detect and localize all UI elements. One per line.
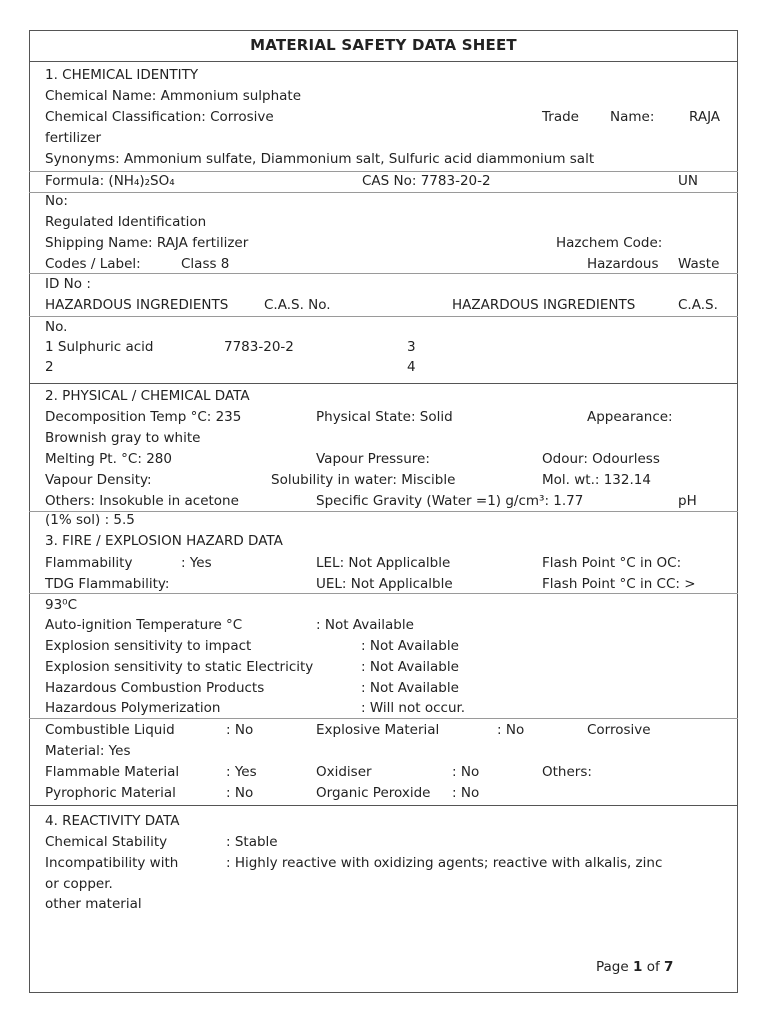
vapour-pressure: Vapour Pressure: [316,451,430,467]
waste-label: Waste [678,256,720,272]
hazardous-label: Hazardous [587,256,659,272]
chemical-stability: Chemical Stability [45,834,168,850]
flammable-material: Flammable Material [45,764,180,780]
hazardous-combustion: Hazardous Combustion Products [45,680,265,696]
appearance-label: Appearance: [587,409,673,425]
molecular-weight: Mol. wt.: 132.14 [542,472,651,488]
flammable-material-value: : Yes [226,764,257,780]
page-total: 7 [664,959,674,975]
explosion-impact: Explosion sensitivity to impact [45,638,252,654]
ingredient-4: 4 [407,359,416,375]
flammability: Flammability [45,555,133,571]
incompatibility-value-cont: or copper. [45,876,113,892]
flash-point-cc-value: 93⁰C [45,597,78,613]
ph-label: pH [678,493,697,509]
cas-no-header: C.A.S. No. [264,297,331,313]
vapour-density: Vapour Density: [45,472,152,488]
ingredient-3: 3 [407,339,416,355]
row-divider [29,511,738,512]
decomposition-temp: Decomposition Temp °C: 235 [45,409,242,425]
trade-name-value: RAJA [689,109,721,125]
un-label: UN [678,173,698,189]
auto-ignition-value: : Not Available [316,617,414,633]
oxidiser-value: : No [452,764,480,780]
section2-heading: 2. PHYSICAL / CHEMICAL DATA [45,388,250,404]
chemical-classification: Chemical Classification: Corrosive [45,109,274,125]
row-divider [29,718,738,719]
section1-heading: 1. CHEMICAL IDENTITY [45,67,199,83]
incompatibility-value: : Highly reactive with oxidizing agents; reactive with alkalis, zinc [226,855,663,871]
tdg-flammability: TDG Flammability: [45,576,170,592]
section-divider [29,383,738,384]
section3-heading: 3. FIRE / EXPLOSION HAZARD DATA [45,533,283,549]
of-word: of [646,959,660,975]
chemical-stability-value: : Stable [226,834,278,850]
explosive-material: Explosive Material [316,722,440,738]
uel: UEL: Not Applicalble [316,576,453,592]
specific-gravity: Specific Gravity (Water =1) g/cm³: 1.77 [316,493,584,509]
explosion-impact-value: : Not Available [361,638,459,654]
explosive-material-value: : No [497,722,525,738]
class-value: Class 8 [181,256,230,272]
pyrophoric-material: Pyrophoric Material [45,785,176,801]
auto-ignition: Auto-ignition Temperature °C [45,617,243,633]
section4-heading: 4. REACTIVITY DATA [45,813,180,829]
ingredient-1: 1 Sulphuric acid [45,339,154,355]
cas-number: CAS No: 7783-20-2 [362,173,491,189]
row-divider [29,316,738,317]
explosion-static: Explosion sensitivity to static Electricity [45,659,314,675]
corrosive-label: Corrosive [587,722,651,738]
ingredient-1-cas: 7783-20-2 [224,339,294,355]
page-number: 1 [632,959,643,975]
cas-header-2: C.A.S. [678,297,718,313]
page-word: Page [596,959,629,975]
formula: Formula: (NH₄)₂SO₄ [45,173,175,189]
codes-label: Codes / Label: [45,256,141,272]
chemical-name: Chemical Name: Ammonium sulphate [45,88,302,104]
lel: LEL: Not Applicalble [316,555,451,571]
hazardous-combustion-value: : Not Available [361,680,459,696]
melting-point: Melting Pt. °C: 280 [45,451,172,467]
oxidiser: Oxidiser [316,764,372,780]
organic-peroxide-value: : No [452,785,480,801]
ph-value: (1% sol) : 5.5 [45,512,135,528]
hazardous-polymerization-value: : Will not occur. [361,700,466,716]
name-label: Name: [610,109,655,125]
others-label: Others: [542,764,592,780]
id-no: ID No : [45,276,91,292]
flash-point-cc: Flash Point °C in CC: > [542,576,696,592]
title-divider [29,61,738,62]
combustible-liquid-value: : No [226,722,254,738]
trade-label: Trade [542,109,579,125]
combustible-liquid: Combustible Liquid [45,722,175,738]
row-divider [29,192,738,193]
flammability-value: : Yes [181,555,212,571]
shipping-name: Shipping Name: RAJA fertilizer [45,235,249,251]
incompatibility: Incompatibility with [45,855,179,871]
appearance-value: Brownish gray to white [45,430,201,446]
flash-point-oc: Flash Point °C in OC: [542,555,682,571]
others: Others: Insokuble in acetone [45,493,239,509]
section-divider [29,805,738,806]
un-no-label: No: [45,193,68,209]
organic-peroxide: Organic Peroxide [316,785,431,801]
hazardous-ingredients-header-2: HAZARDOUS INGREDIENTS [452,297,636,313]
corrosive-material-value: Material: Yes [45,743,131,759]
hazchem-code: Hazchem Code: [556,235,663,251]
hazardous-ingredients-header: HAZARDOUS INGREDIENTS [45,297,229,313]
regulated-identification: Regulated Identification [45,214,207,230]
pyrophoric-material-value: : No [226,785,254,801]
document-title: MATERIAL SAFETY DATA SHEET [250,36,517,54]
page-indicator [596,957,673,977]
ingredient-2: 2 [45,359,54,375]
odour: Odour: Odourless [542,451,660,467]
explosion-static-value: : Not Available [361,659,459,675]
other-material: other material [45,896,142,912]
solubility: Solubility in water: Miscible [271,472,456,488]
trade-name-cont: fertilizer [45,130,102,146]
hazardous-polymerization: Hazardous Polymerization [45,700,221,716]
cas-header-2-cont: No. [45,319,68,335]
synonyms: Synonyms: Ammonium sulfate, Diammonium salt, Sulfuric acid diammonium salt [45,151,595,167]
physical-state: Physical State: Solid [316,409,453,425]
